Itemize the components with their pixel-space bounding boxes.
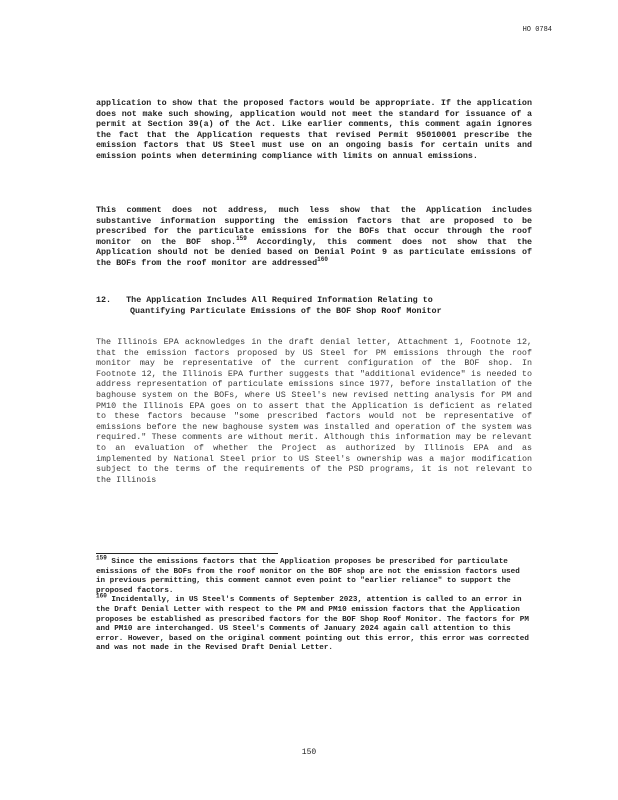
page-number: 150 — [301, 748, 317, 757]
footnote-text: Since the emissions factors that the Application proposes be prescribed for particulate emissions of the BOFs from the roof monitor on the BOF shop are not the emission factors used in previous permitting, this comment cannot even point to "earlier reliance" to support the proposed factors. — [96, 558, 520, 595]
section-number: 12. — [96, 295, 112, 305]
section-heading-line-1 — [96, 295, 433, 305]
section-title-line-1: The Application Includes All Required Information Relating to — [126, 295, 433, 305]
footnote-ref-159[interactable]: 159 — [236, 234, 247, 242]
footnote-number: 160 — [96, 592, 107, 600]
footnote-number: 159 — [96, 554, 107, 562]
footnote-text: Incidentally, in US Steel's Comments of September 2023, attention is called to an error in the Draft Denial Letter with respect to the PM and PM10 emission factors that the Application proposes be established as prescribed factors for the BOF Shop Roof Monitor. The factors for PM and PM10 are interchanged. US Steel's Comments of January 2024 again call attention to this error. However, based on the original comment pointing out this error, this error was corrected and was not made in the Revised Draft Denial Letter. — [96, 596, 529, 653]
footnote-ref-160[interactable]: 160 — [317, 256, 328, 264]
paragraph-roof-monitor-text-rest: Accordingly, this comment does not show that the Application should not be denied based on Denial Point 9 as particulate emissions of the BOFs from the roof monitor are addressed — [96, 236, 533, 268]
paragraph-roof-monitor — [96, 205, 532, 269]
paragraph-roof-monitor-text: This comment does not address, much less show that the Application includes substantive information supporting the emission factors that are proposed to be prescribed for the particulate emissions for the BOFs that occur through the roof monitor on the BOF shop. — [96, 205, 532, 247]
footnote-159 — [96, 554, 532, 596]
paragraph-continued: application to show that the proposed factors would be appropriate. If the application does not make such showing, application would not meet the standard for issuance of a permit at Section 39(a) of the Act. Like earlier comments, this comment again ignores the fact that the Application requests that revised Permit 95010001 prescribe the emission factors that US Steel must use on an ongoing basis for certain units and emission points when determining compliance with limits on annual emissions. — [96, 98, 532, 161]
document-id-header: HO 0784 — [522, 26, 552, 34]
paragraph-illinois-epa: The Illinois EPA acknowledges in the draft denial letter, Attachment 1, Footnote 12, that the emission factors proposed by US Steel for PM emissions through the roof monitor may be representative of the current configuration of the BOF shop. In Footnote 12, the Illinois EPA further suggests that "additional evidence" is needed to address representation of particulate emissions since 1977, before installation of the baghouse system on the BOFs, where US Steel's new revised netting analysis for PM and PM10 the Illinois EPA goes on to assert that the Application is deficient as related to these factors because "some prescribed factors would not be representative of emissions before the new baghouse system was installed and operation of the system was required." These comments are without merit. Although this information may be relevant to an evaluation of whether the Project as authorized by Illinois EPA and as implemented by National Steel prior to US Steel's ownership was a major modification subject to the terms of the requirements of the PSD programs, it is not relevant to the Illinois — [96, 337, 532, 485]
footnote-160 — [96, 592, 532, 654]
footnotes — [96, 554, 532, 654]
section-title-line-2: Quantifying Particulate Emissions of the BOF Shop Roof Monitor — [130, 306, 442, 316]
footnote-divider — [96, 553, 278, 554]
